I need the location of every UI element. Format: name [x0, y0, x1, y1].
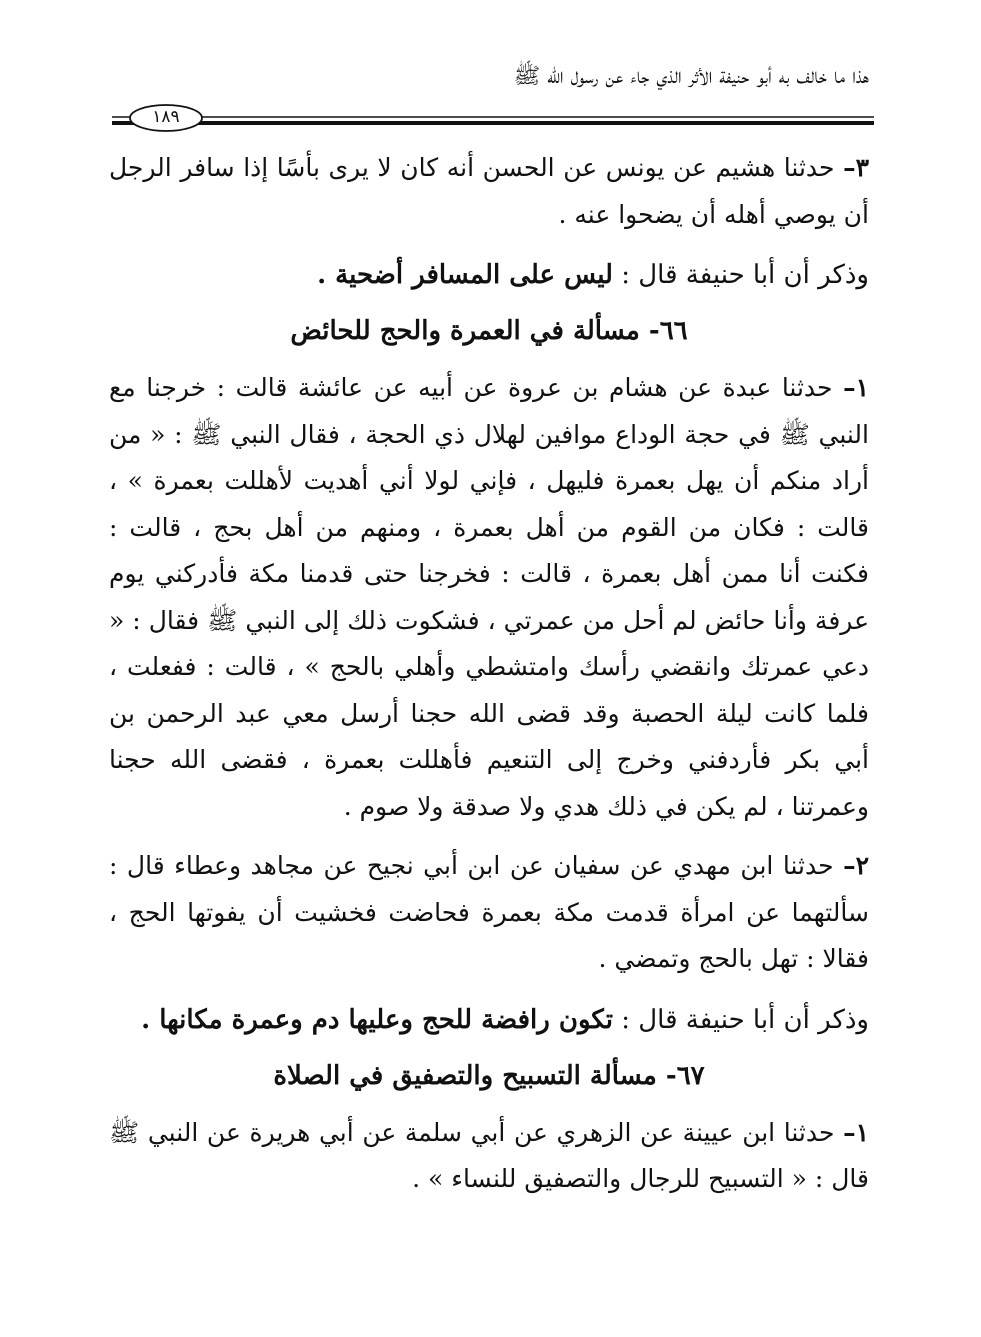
section-heading: ٦٧- مسألة التسبيح والتصفيق في الصلاة	[273, 1060, 705, 1091]
abu-hanifa-opinion	[109, 251, 869, 299]
abu-hanifa-opinion	[109, 996, 869, 1044]
opinion-lead: وذكر أن أبا حنيفة قال :	[612, 1004, 869, 1035]
opinion-lead: وذكر أن أبا حنيفة قال :	[612, 260, 869, 290]
hadith-paragraph	[109, 843, 869, 983]
hadith-paragraph	[109, 1110, 869, 1203]
page-content	[109, 145, 869, 1203]
section-heading: ٦٦- مسألة في العمرة والحج للحائض	[290, 316, 688, 346]
hadith-text: حدثنا هشيم عن يونس عن الحسن أنه كان لا يرى بأسًا إذا سافر الرجل أن يوصي أهله أن يضحوا عنه .	[109, 153, 869, 229]
hadith-text: حدثنا ابن عيينة عن الزهري عن أبي سلمة عن أبي هريرة عن النبي ﷺ قال : « التسبيح للرجال والتصفيق للنساء » .	[109, 1117, 869, 1193]
hadith-number: ١–	[843, 1117, 870, 1147]
hadith-number: ٢–	[843, 851, 869, 880]
hadith-text: حدثنا ابن مهدي عن سفيان عن ابن أبي نجيح عن مجاهد وعطاء قال : سألتهما عن امرأة قدمت مكة بعمرة فحاضت فخشيت أن يفوتها الحج ، فقالا : تهل بالحج وتمضي .	[109, 851, 869, 973]
page-number: ١٨٩	[152, 107, 180, 127]
opinion-text: تكون رافضة للحج وعليها دم وعمرة مكانها .	[141, 1004, 613, 1035]
hadith-number: ١–	[843, 373, 869, 402]
hadith-paragraph	[109, 365, 869, 830]
running-title: هذا ما خالف به أبو حنيفة الأثر الذي جاء عن رسول الله ﷺ	[513, 64, 869, 89]
opinion-text: ليس على المسافر أضحية .	[317, 260, 613, 290]
header-rule-graphic	[112, 100, 874, 136]
hadith-number: ٣–	[843, 153, 869, 182]
hadith-paragraph	[109, 145, 869, 238]
hadith-text: حدثنا عبدة عن هشام بن عروة عن أبيه عن عائشة قالت : خرجنا مع النبي ﷺ في حجة الوداع موافين لهلال ذي الحجة ، فقال النبي ﷺ : « من أراد منكم أن يهل بعمرة فليهل ، فإني لولا أني أهديت لأهللت بعمرة » ، قالت : فكان من القوم من أهل بعمرة ، ومنهم من أهل بحج ، قالت : فكنت أنا ممن أهل بعمرة ، قالت : فخرجنا حتى قدمنا مكة فأدركني يوم عرفة وأنا حائض لم أحل من عمرتي ، فشكوت ذلك إلى النبي ﷺ فقال : « دعي عمرتك وانقضي رأسك وامتشطي وأهلي بالحج » ، قالت : ففعلت ، فلما كانت ليلة الحصبة وقد قضى الله حجنا أرسل معي عبد الرحمن بن أبي بكر فأردفني وخرج إلى التنعيم فأهللت بعمرة ، فقضى الله حجنا وعمرتنا ، لم يكن في ذلك هدي ولا صدقة ولا صوم .	[109, 373, 870, 821]
header-rule	[112, 100, 874, 136]
